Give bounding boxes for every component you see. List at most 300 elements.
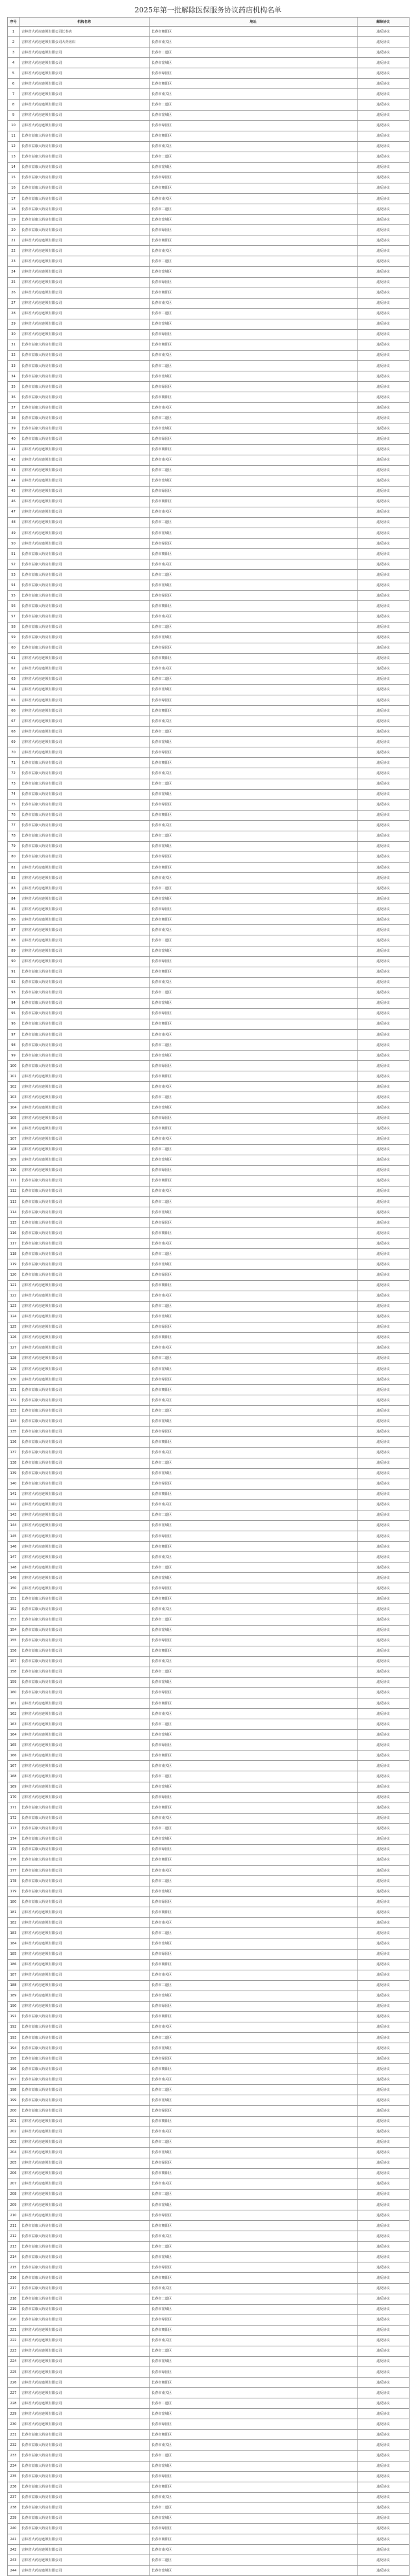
table-row [8, 1155, 410, 1165]
pharmacy-name: 长春市益康大药房有限公司 [20, 1677, 150, 1687]
pharmacy-address: 长春市绿园区 [150, 799, 358, 810]
pharmacy-address: 长春市朝阳区 [150, 601, 358, 611]
pharmacy-address: 长春市朝阳区 [150, 1855, 358, 1865]
table-row [8, 925, 410, 935]
termination-reason: 违反协议 [358, 2147, 410, 2158]
table-row [8, 2273, 410, 2283]
termination-reason: 违反协议 [358, 1573, 410, 1583]
pharmacy-name: 长春市益康大药房有限公司 [20, 852, 150, 862]
pharmacy-name: 长春市益康大药房有限公司 [20, 2085, 150, 2095]
table-row [8, 1468, 410, 1479]
table-row [8, 204, 410, 215]
row-number: 181 [8, 1907, 20, 1918]
termination-reason: 违反协议 [358, 1594, 410, 1604]
table-row [8, 1447, 410, 1458]
pharmacy-address: 长春市绿园区 [150, 2314, 358, 2325]
row-number: 35 [8, 382, 20, 392]
row-number: 203 [8, 2137, 20, 2147]
row-number: 76 [8, 810, 20, 820]
row-number: 237 [8, 2492, 20, 2502]
table-row [8, 476, 410, 486]
pharmacy-name: 长春市益康大药房有限公司 [20, 1813, 150, 1823]
pharmacy-address: 长春市二道区 [150, 465, 358, 476]
pharmacy-address: 长春市朝阳区 [150, 2116, 358, 2127]
table-row [8, 883, 410, 894]
pharmacy-name: 长春市益康大药房有限公司 [20, 591, 150, 601]
pharmacy-address: 长春市南关区 [150, 559, 358, 570]
termination-reason: 违反协议 [358, 987, 410, 998]
table-row [8, 1583, 410, 1594]
pharmacy-name: 吉林省大药房连锁有限公司 [20, 89, 150, 100]
pharmacy-address: 长春市二道区 [150, 1667, 358, 1677]
table-row [8, 1375, 410, 1385]
row-number: 145 [8, 1531, 20, 1542]
pharmacy-name: 长春市益康大药房有限公司 [20, 152, 150, 162]
pharmacy-name: 长春市益康大药房有限公司 [20, 1259, 150, 1270]
table-row [8, 695, 410, 706]
row-number: 171 [8, 1803, 20, 1813]
row-number: 68 [8, 727, 20, 737]
termination-reason: 违反协议 [358, 716, 410, 727]
pharmacy-address: 长春市南关区 [150, 1030, 358, 1040]
pharmacy-name: 长春市益康大药房有限公司 [20, 768, 150, 779]
pharmacy-address: 长春市二道区 [150, 2346, 358, 2356]
termination-reason: 违反协议 [358, 204, 410, 215]
table-row [8, 1866, 410, 1876]
pharmacy-address: 长春市宽城区 [150, 2513, 358, 2523]
table-row [8, 2450, 410, 2461]
table-row [8, 2074, 410, 2085]
termination-reason: 违反协议 [358, 1531, 410, 1542]
table-row [8, 799, 410, 810]
pharmacy-address: 长春市宽城区 [150, 998, 358, 1008]
table-row [8, 455, 410, 465]
pharmacy-address: 长春市宽城区 [150, 1573, 358, 1583]
pharmacy-name: 长春市益康大药房有限公司 [20, 1197, 150, 1207]
table-row [8, 215, 410, 225]
pharmacy-name: 长春市益康大药房有限公司 [20, 1175, 150, 1186]
table-row [8, 2106, 410, 2116]
termination-reason: 违反协议 [358, 319, 410, 329]
row-number: 132 [8, 1395, 20, 1406]
termination-reason: 违反协议 [358, 1165, 410, 1175]
pharmacy-name: 长春市益康大药房有限公司 [20, 1479, 150, 1489]
row-number: 161 [8, 1698, 20, 1709]
table-row [8, 1489, 410, 1499]
termination-reason: 违反协议 [358, 2513, 410, 2523]
pharmacy-address: 长春市朝阳区 [150, 1751, 358, 1761]
pharmacy-address: 长春市二道区 [150, 1719, 358, 1730]
pharmacy-name: 长春市益康大药房有限公司 [20, 1468, 150, 1479]
row-number: 100 [8, 1061, 20, 1071]
termination-reason: 违反协议 [358, 2252, 410, 2262]
table-row [8, 27, 410, 37]
table-row [8, 1437, 410, 1447]
row-number: 75 [8, 799, 20, 810]
pharmacy-name: 长春市益康大药房有限公司 [20, 841, 150, 852]
table-row [8, 2294, 410, 2304]
pharmacy-name: 长春市益康大药房有限公司 [20, 810, 150, 820]
termination-reason: 违反协议 [358, 1687, 410, 1698]
pharmacy-name: 长春市益康大药房有限公司 [20, 1844, 150, 1855]
pharmacy-name: 长春市益康大药房有限公司 [20, 183, 150, 193]
table-row [8, 1520, 410, 1531]
pharmacy-address: 长春市宽城区 [150, 267, 358, 277]
table-row [8, 246, 410, 256]
pharmacy-address: 长春市绿园区 [150, 2106, 358, 2116]
termination-reason: 违反协议 [358, 758, 410, 768]
pharmacy-name: 吉林省大药房连锁有限公司 [20, 727, 150, 737]
termination-reason: 违反协议 [358, 2242, 410, 2252]
table-row [8, 1563, 410, 1573]
pharmacy-name: 吉林省大药房连锁有限公司 [20, 2555, 150, 2566]
termination-reason: 违反协议 [358, 1625, 410, 1635]
pharmacy-name: 吉林省大药房连锁有限公司 [20, 1970, 150, 1980]
pharmacy-name: 吉林省大药房连锁有限公司 [20, 120, 150, 131]
pharmacy-address: 长春市朝阳区 [150, 2534, 358, 2545]
termination-reason: 违反协议 [358, 1144, 410, 1155]
pharmacy-name: 长春市益康大药房有限公司 [20, 392, 150, 403]
table-row [8, 1458, 410, 1468]
table-row [8, 2147, 410, 2158]
pharmacy-address: 长春市朝阳区 [150, 27, 358, 37]
pharmacy-name: 长春市益康大药房有限公司 [20, 789, 150, 799]
termination-reason: 违反协议 [358, 1175, 410, 1186]
termination-reason: 违反协议 [358, 925, 410, 935]
table-row [8, 79, 410, 89]
pharmacy-name: 吉林省大药房连锁有限公司 [20, 2189, 150, 2199]
pharmacy-address: 长春市二道区 [150, 2033, 358, 2043]
pharmacy-address: 长春市绿园区 [150, 2523, 358, 2534]
row-number: 231 [8, 2430, 20, 2440]
table-row [8, 1939, 410, 1949]
table-row [8, 863, 410, 873]
row-number: 141 [8, 1489, 20, 1499]
row-number: 106 [8, 1123, 20, 1134]
row-number: 152 [8, 1604, 20, 1615]
row-number: 212 [8, 2231, 20, 2242]
pharmacy-address: 长春市南关区 [150, 2545, 358, 2555]
pharmacy-name: 吉林省大药房连锁有限公司 [20, 1311, 150, 1322]
row-number: 194 [8, 2043, 20, 2054]
pharmacy-name: 吉林省大药房连锁有限公司 [20, 1792, 150, 1803]
row-number: 156 [8, 1646, 20, 1656]
termination-reason: 违反协议 [358, 329, 410, 340]
termination-reason: 违反协议 [358, 1959, 410, 1970]
termination-reason: 违反协议 [358, 1980, 410, 1991]
termination-reason: 违反协议 [358, 1709, 410, 1719]
termination-reason: 违反协议 [358, 1280, 410, 1291]
table-row [8, 1165, 410, 1175]
termination-reason: 违反协议 [358, 2566, 410, 2576]
pharmacy-name: 长春市益康大药房有限公司 [20, 2430, 150, 2440]
pharmacy-address: 长春市宽城区 [150, 2200, 358, 2210]
table-row [8, 622, 410, 632]
termination-reason: 违反协议 [358, 1604, 410, 1615]
pharmacy-name: 吉林省大药房连锁有限公司 [20, 455, 150, 465]
pharmacy-name: 长春市益康大药房有限公司 [20, 559, 150, 570]
termination-reason: 违反协议 [358, 496, 410, 507]
table-row [8, 935, 410, 946]
pharmacy-address: 长春市朝阳区 [150, 183, 358, 193]
termination-reason: 违反协议 [358, 1542, 410, 1552]
pharmacy-address: 长春市宽城区 [150, 371, 358, 382]
pharmacy-address: 长春市绿园区 [150, 1322, 358, 1332]
row-number: 189 [8, 1991, 20, 2001]
table-row [8, 1343, 410, 1353]
table-row [8, 350, 410, 360]
row-number: 19 [8, 215, 20, 225]
pharmacy-address: 长春市绿园区 [150, 382, 358, 392]
pharmacy-name: 长春市益康大药房有限公司 [20, 799, 150, 810]
termination-reason: 违反协议 [358, 1499, 410, 1510]
row-number: 214 [8, 2252, 20, 2262]
table-row [8, 789, 410, 799]
table-row [8, 1844, 410, 1855]
termination-reason: 违反协议 [358, 79, 410, 89]
pharmacy-address: 长春市朝阳区 [150, 235, 358, 246]
termination-reason: 违反协议 [358, 2283, 410, 2294]
pharmacy-name: 吉林省大药房连锁有限公司 [20, 1583, 150, 1594]
pharmacy-address: 长春市南关区 [150, 1134, 358, 1144]
table-row [8, 1019, 410, 1029]
pharmacy-name: 长春市益康大药房有限公司 [20, 1040, 150, 1051]
document-title: 2025年第一批解除医保服务协议药店机构名单 [135, 6, 281, 14]
termination-reason: 违反协议 [358, 1332, 410, 1343]
termination-reason: 违反协议 [358, 2304, 410, 2314]
row-number: 9 [8, 110, 20, 120]
table-row [8, 1761, 410, 1771]
table-row [8, 1353, 410, 1363]
termination-reason: 违反协议 [358, 194, 410, 204]
termination-reason: 违反协议 [358, 1416, 410, 1427]
pharmacy-name: 长春市益康大药房有限公司 [20, 820, 150, 831]
table-row [8, 1656, 410, 1667]
row-number: 83 [8, 883, 20, 894]
row-number: 127 [8, 1343, 20, 1353]
pharmacy-address: 长春市朝阳区 [150, 653, 358, 664]
pharmacy-address: 长春市宽城区 [150, 2252, 358, 2262]
pharmacy-address: 长春市宽城区 [150, 1886, 358, 1897]
row-number: 123 [8, 1301, 20, 1311]
table-row [8, 2064, 410, 2074]
pharmacy-address: 长春市绿园区 [150, 1165, 358, 1175]
pharmacy-name: 吉林省大药房连锁有限公司 [20, 1364, 150, 1375]
table-row [8, 277, 410, 288]
row-number: 103 [8, 1092, 20, 1103]
row-number: 40 [8, 434, 20, 444]
pharmacy-name: 长春市益康大药房有限公司 [20, 2011, 150, 2022]
termination-reason: 违反协议 [358, 2064, 410, 2074]
table-row [8, 1040, 410, 1051]
termination-reason: 违反协议 [358, 27, 410, 37]
termination-reason: 违反协议 [358, 2106, 410, 2116]
row-number: 78 [8, 831, 20, 841]
table-row [8, 1427, 410, 1437]
termination-reason: 违反协议 [358, 1030, 410, 1040]
pharmacy-address: 长春市二道区 [150, 674, 358, 684]
table-row [8, 580, 410, 591]
pharmacy-name: 吉林省大药房连锁有限公司 [20, 653, 150, 664]
row-number: 197 [8, 2074, 20, 2085]
pharmacy-address: 长春市二道区 [150, 987, 358, 998]
table-row [8, 288, 410, 298]
termination-reason: 违反协议 [358, 539, 410, 549]
table-row [8, 737, 410, 747]
termination-reason: 违反协议 [358, 1656, 410, 1667]
row-number: 228 [8, 2398, 20, 2409]
pharmacy-address: 长春市绿园区 [150, 1949, 358, 1959]
table-row [8, 131, 410, 141]
pharmacy-address: 长春市宽城区 [150, 1364, 358, 1375]
termination-reason: 违反协议 [358, 1479, 410, 1489]
row-number: 109 [8, 1155, 20, 1165]
pharmacy-name: 吉林省大药房连锁有限公司 [20, 1092, 150, 1103]
termination-reason: 违反协议 [358, 998, 410, 1008]
termination-reason: 违反协议 [358, 2471, 410, 2482]
row-number: 53 [8, 570, 20, 580]
termination-reason: 违反协议 [358, 47, 410, 58]
table-row [8, 183, 410, 193]
termination-reason: 违反协议 [358, 1520, 410, 1531]
pharmacy-name: 吉林省大药房连锁有限公司 [20, 110, 150, 120]
pharmacy-name: 吉林省大药房连锁有限公司 [20, 737, 150, 747]
termination-reason: 违反协议 [358, 2482, 410, 2492]
pharmacy-address: 长春市南关区 [150, 298, 358, 308]
termination-reason: 违反协议 [358, 1991, 410, 2001]
table-row [8, 549, 410, 559]
pharmacy-address: 长春市南关区 [150, 611, 358, 622]
termination-reason: 违反协议 [358, 340, 410, 350]
pharmacy-address: 长春市朝阳区 [150, 1019, 358, 1029]
row-number: 46 [8, 496, 20, 507]
table-row [8, 894, 410, 904]
pharmacy-name: 长春市益康大药房有限公司 [20, 350, 150, 360]
row-number: 243 [8, 2555, 20, 2566]
pharmacy-name: 吉林省大药房连锁有限公司 [20, 2179, 150, 2189]
row-number: 62 [8, 664, 20, 674]
table-row [8, 674, 410, 684]
row-number: 80 [8, 852, 20, 862]
row-number: 33 [8, 361, 20, 371]
termination-reason: 违反协议 [358, 967, 410, 977]
row-number: 38 [8, 413, 20, 423]
table-row [8, 768, 410, 779]
row-number: 34 [8, 371, 20, 382]
pharmacy-address: 长春市二道区 [150, 2085, 358, 2095]
table-row [8, 2356, 410, 2367]
row-number: 115 [8, 1218, 20, 1228]
pharmacy-name: 吉林省大药房连锁有限公司 [20, 2566, 150, 2576]
termination-reason: 违反协议 [358, 632, 410, 643]
row-number: 170 [8, 1792, 20, 1803]
row-number: 146 [8, 1542, 20, 1552]
row-number: 36 [8, 392, 20, 403]
pharmacy-name: 吉林省大药房连锁有限公司 [20, 1343, 150, 1353]
table-row [8, 1928, 410, 1939]
row-number: 207 [8, 2179, 20, 2189]
table-row [8, 1698, 410, 1709]
termination-reason: 违反协议 [358, 58, 410, 68]
termination-reason: 违反协议 [358, 737, 410, 747]
table-row [8, 2471, 410, 2482]
termination-reason: 违反协议 [358, 664, 410, 674]
pharmacy-name: 长春市益康大药房有限公司 [20, 1635, 150, 1646]
pharmacy-name: 吉林省大药房连锁有限公司 [20, 2367, 150, 2378]
table-row [8, 1792, 410, 1803]
pharmacy-name: 长春市益康大药房有限公司 [20, 2273, 150, 2283]
table-row [8, 2127, 410, 2137]
pharmacy-address: 长春市二道区 [150, 1458, 358, 1468]
pharmacy-name: 长春市益康大药房有限公司 [20, 1416, 150, 1427]
row-number: 16 [8, 183, 20, 193]
pharmacy-address: 长春市绿园区 [150, 1270, 358, 1280]
termination-reason: 违反协议 [358, 559, 410, 570]
pharmacy-address: 长春市绿园区 [150, 1792, 358, 1803]
table-row [8, 1991, 410, 2001]
pharmacy-name: 吉林省大药房连锁有限公司 [20, 308, 150, 319]
pharmacy-name: 吉林省大药房连锁有限公司 [20, 486, 150, 496]
table-row [8, 152, 410, 162]
row-number: 11 [8, 131, 20, 141]
table-row [8, 507, 410, 517]
row-number: 25 [8, 277, 20, 288]
pharmacy-address: 长春市宽城区 [150, 2461, 358, 2471]
table-row [8, 1897, 410, 1907]
termination-reason: 违反协议 [358, 2398, 410, 2409]
pharmacy-name: 吉林省大药房连锁有限公司 [20, 925, 150, 935]
pharmacy-address: 长春市绿园区 [150, 329, 358, 340]
termination-reason: 违反协议 [358, 1677, 410, 1687]
row-number: 148 [8, 1563, 20, 1573]
row-number: 13 [8, 152, 20, 162]
pharmacy-name: 长春市益康大药房有限公司 [20, 2440, 150, 2450]
table-row [8, 2378, 410, 2388]
pharmacy-name: 长春市益康大药房有限公司 [20, 1427, 150, 1437]
row-number: 105 [8, 1113, 20, 1123]
table-row [8, 915, 410, 925]
pharmacy-address: 长春市南关区 [150, 1709, 358, 1719]
pharmacy-name: 吉林省大药房连锁有限公司 [20, 1959, 150, 1970]
termination-reason: 违反协议 [358, 267, 410, 277]
table-row [8, 1907, 410, 1918]
termination-reason: 违反协议 [358, 1228, 410, 1239]
table-row [8, 2033, 410, 2043]
pharmacy-address: 长春市宽城区 [150, 1051, 358, 1061]
termination-reason: 违反协议 [358, 1197, 410, 1207]
row-number: 1 [8, 27, 20, 37]
pharmacy-address: 长春市南关区 [150, 246, 358, 256]
pharmacy-name: 吉林省大药房连锁有限公司 [20, 235, 150, 246]
pharmacy-name: 长春市益康大药房有限公司 [20, 403, 150, 413]
termination-reason: 违反协议 [358, 2346, 410, 2356]
table-row [8, 747, 410, 758]
row-number: 188 [8, 1980, 20, 1991]
table-row [8, 1573, 410, 1583]
termination-reason: 违反协议 [358, 246, 410, 256]
table-row [8, 1186, 410, 1196]
row-number: 209 [8, 2200, 20, 2210]
termination-reason: 违反协议 [358, 611, 410, 622]
pharmacy-address: 长春市朝阳区 [150, 1228, 358, 1239]
pharmacy-address: 长春市宽城区 [150, 215, 358, 225]
termination-reason: 违反协议 [358, 2001, 410, 2011]
pharmacy-name: 吉林省大药房连锁有限公司 [20, 935, 150, 946]
table-row [8, 382, 410, 392]
row-number: 41 [8, 444, 20, 455]
pharmacy-address: 长春市二道区 [150, 1197, 358, 1207]
termination-reason: 违反协议 [358, 915, 410, 925]
